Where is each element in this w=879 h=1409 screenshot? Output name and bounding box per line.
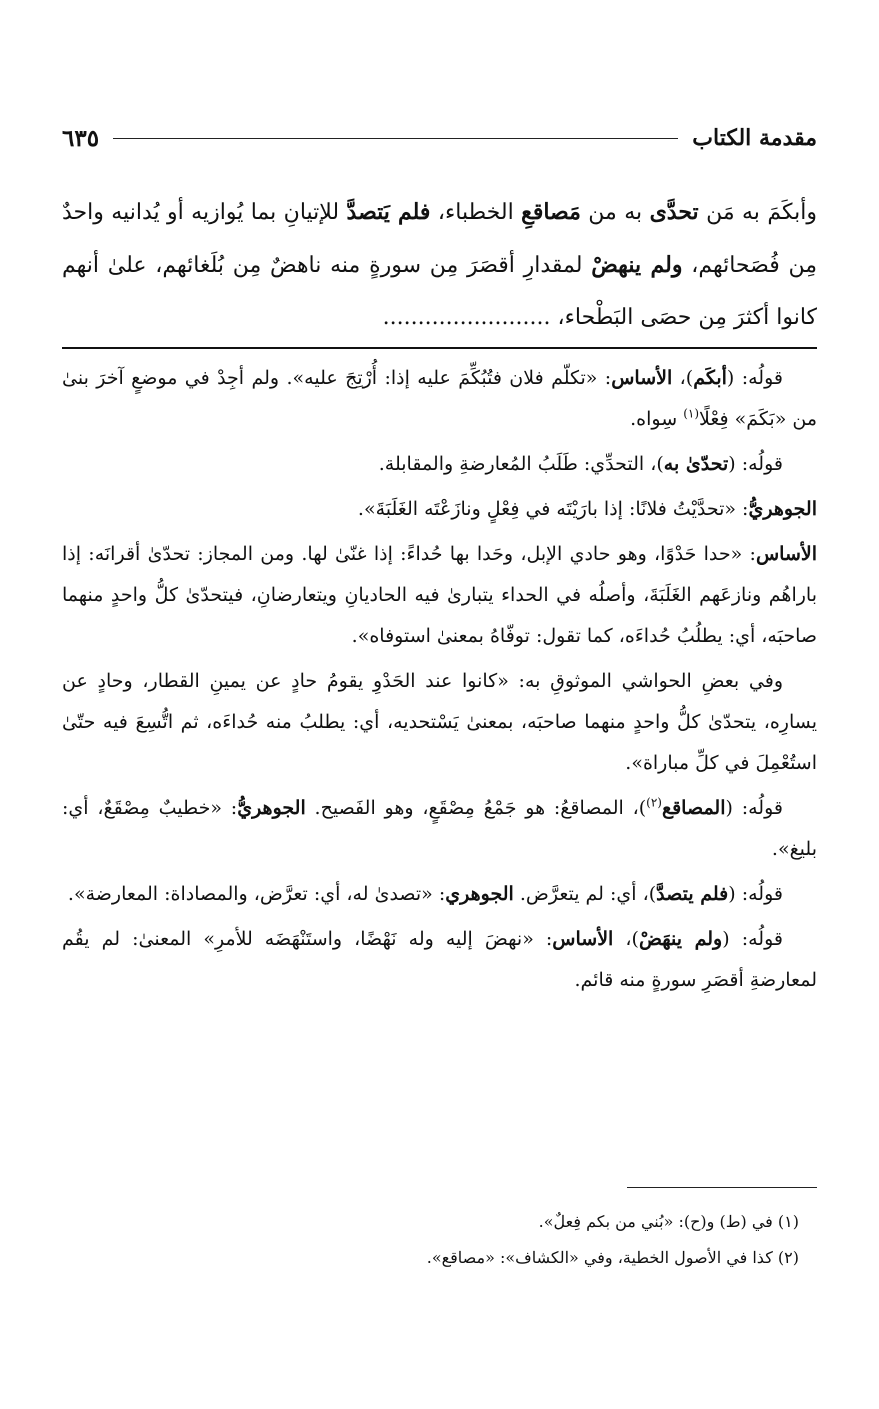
header-rule (113, 138, 678, 139)
header-title: مقدمة الكتاب (692, 125, 817, 151)
commentary-text: : «تحدَّيْتُ فلانًا: إذا بارَيْتَه في فِعْلٍ ونازَعْتَه الغَلَبَةَ». (357, 498, 749, 520)
commentary-text: : «حدا حَدْوًا، وهو حادي الإبل، وحَدا بها حُداءً: إذا غنّىٰ لها. ومن المجاز: تحدّىٰ أقرانَه: إذا باراهُم ونازعَهم الغَلَبَةَ، وأصلُه في الحداء يتبارىٰ فيه الحاديانِ ويتعارضانِ، فيتحدّىٰ كلُّ واحدٍ منهما صاحبَه، أي: يطلُبُ حُداءَه، كما تقول: توفّاهُ بمعنىٰ استوفاه». (62, 543, 817, 647)
commentary-paragraph (62, 661, 817, 784)
commentary-text: قولُه: ( (728, 453, 783, 475)
main-paragraph (62, 186, 817, 344)
commentary-keyword: المصاقع (661, 797, 726, 819)
footnotes-block (62, 1204, 817, 1276)
commentary-text: )، أي: لم يتعرَّض. (513, 883, 657, 905)
source-name: الأساس (755, 543, 817, 565)
commentary-keyword: فلم يتصدَّ (656, 883, 729, 905)
main-text-segment: وأبكَمَ به مَن (698, 200, 817, 225)
main-text-segment: الخطباء، (430, 200, 522, 225)
commentary-text: وفي بعضِ الحواشي الموثوقِ به: «كانوا عند الحَدْوِ يقومُ حادٍ عن يمينِ القطار، وحادٍ عن يسارِه، يتحدّىٰ كلُّ واحدٍ منهما صاحبَه، بمعنىٰ يَسْتحديه، أي: يطلبُ منه حُداءَه، ثم اتُّسِعَ فيه حتّىٰ استُعْمِلَ في كلِّ مباراة». (62, 670, 817, 774)
commentary-block (62, 358, 817, 1005)
footnote-reference: (١) (683, 406, 700, 421)
commentary-paragraph (62, 919, 817, 1001)
commentary-keyword: أبكَم (693, 367, 727, 389)
commentary-text: قولُه: ( (728, 883, 783, 905)
main-keyword: تحدَّى (649, 199, 699, 225)
commentary-keyword: تحدّىٰ به (663, 453, 729, 475)
commentary-text: : «تكلّم فلان فتُبُكِّمَ عليه إذا: أُرْتِجَ عليه». ولم أجِدْ في موضعٍ آخرَ بنىٰ من «بَكَمَ» فِعْلًا (62, 367, 817, 430)
source-name: الجوهري (445, 883, 514, 905)
page-number: ٦٣٥ (62, 124, 100, 152)
commentary-paragraph (62, 489, 817, 530)
main-keyword: ولم ينهضْ (591, 252, 683, 278)
main-keyword: مَصاقعِ (521, 199, 581, 225)
commentary-text: سِواه. (630, 408, 684, 430)
source-name: الأساس (611, 367, 673, 389)
main-text-segment: للإتيانِ بما يُوازيه أو يُدانيه واحدٌ مِن فُصَحائهم، (62, 200, 817, 278)
commentary-text: )، (613, 928, 639, 950)
commentary-paragraph (62, 444, 817, 485)
running-header (62, 118, 817, 158)
commentary-keyword: ولم ينهَضْ (638, 928, 723, 950)
commentary-paragraph (62, 534, 817, 657)
commentary-text: )، (672, 367, 694, 389)
commentary-text: : «نهضَ إليه وله نَهْضًا، واستَنْهَضَه للأمرِ» المعنىٰ: لم يقُم لمعارضةِ أقصَرِ سورةٍ منه قائم. (62, 928, 817, 991)
footnote-2: (٢) كذا في الأصول الخطية، وفي «الكشاف»: «مصاقع». (426, 1248, 799, 1267)
main-text-separator (62, 347, 817, 349)
footnote-separator (627, 1187, 817, 1188)
commentary-text: : «تصدىٰ له، أي: تعرَّض، والمصاداة: المعارضة». (67, 883, 446, 905)
commentary-text: قولُه: ( (725, 797, 783, 819)
footnote-reference: (٢) (646, 795, 662, 810)
main-keyword: فلم يَتصدَّ (346, 199, 431, 225)
commentary-text: قولُه: ( (726, 367, 783, 389)
main-text-segment: لمقدارِ أقصَرَ مِن سورةٍ منه ناهضٌ مِن بُلَغائهم، علىٰ أنهم كانوا أكثرَ مِن حصَى البَطْحاء، ........................ (62, 253, 817, 330)
commentary-paragraph (62, 788, 817, 870)
commentary-text: )، المصاقعُ: هو جَمْعُ مِصْقَعٍ، وهو الفَصيح. (305, 797, 647, 819)
commentary-paragraph (62, 874, 817, 915)
source-name: الجوهريُّ (748, 498, 817, 520)
source-name: الأساس (552, 928, 614, 950)
source-name: الجوهريُّ (237, 797, 306, 819)
commentary-text: : «خطيبٌ مِصْقَعٌ، أي: بليغ». (62, 797, 817, 860)
commentary-text: قولُه: ( (722, 928, 783, 950)
footnote-1: (١) في (ط) و(ح): «بُني من بكم فِعلٌ». (538, 1212, 799, 1231)
main-text-segment: به من (580, 200, 650, 225)
commentary-paragraph (62, 358, 817, 440)
main-text-block (62, 186, 817, 344)
commentary-text: )، التحدِّي: طَلَبُ المُعارضةِ والمقابلة. (378, 453, 664, 475)
